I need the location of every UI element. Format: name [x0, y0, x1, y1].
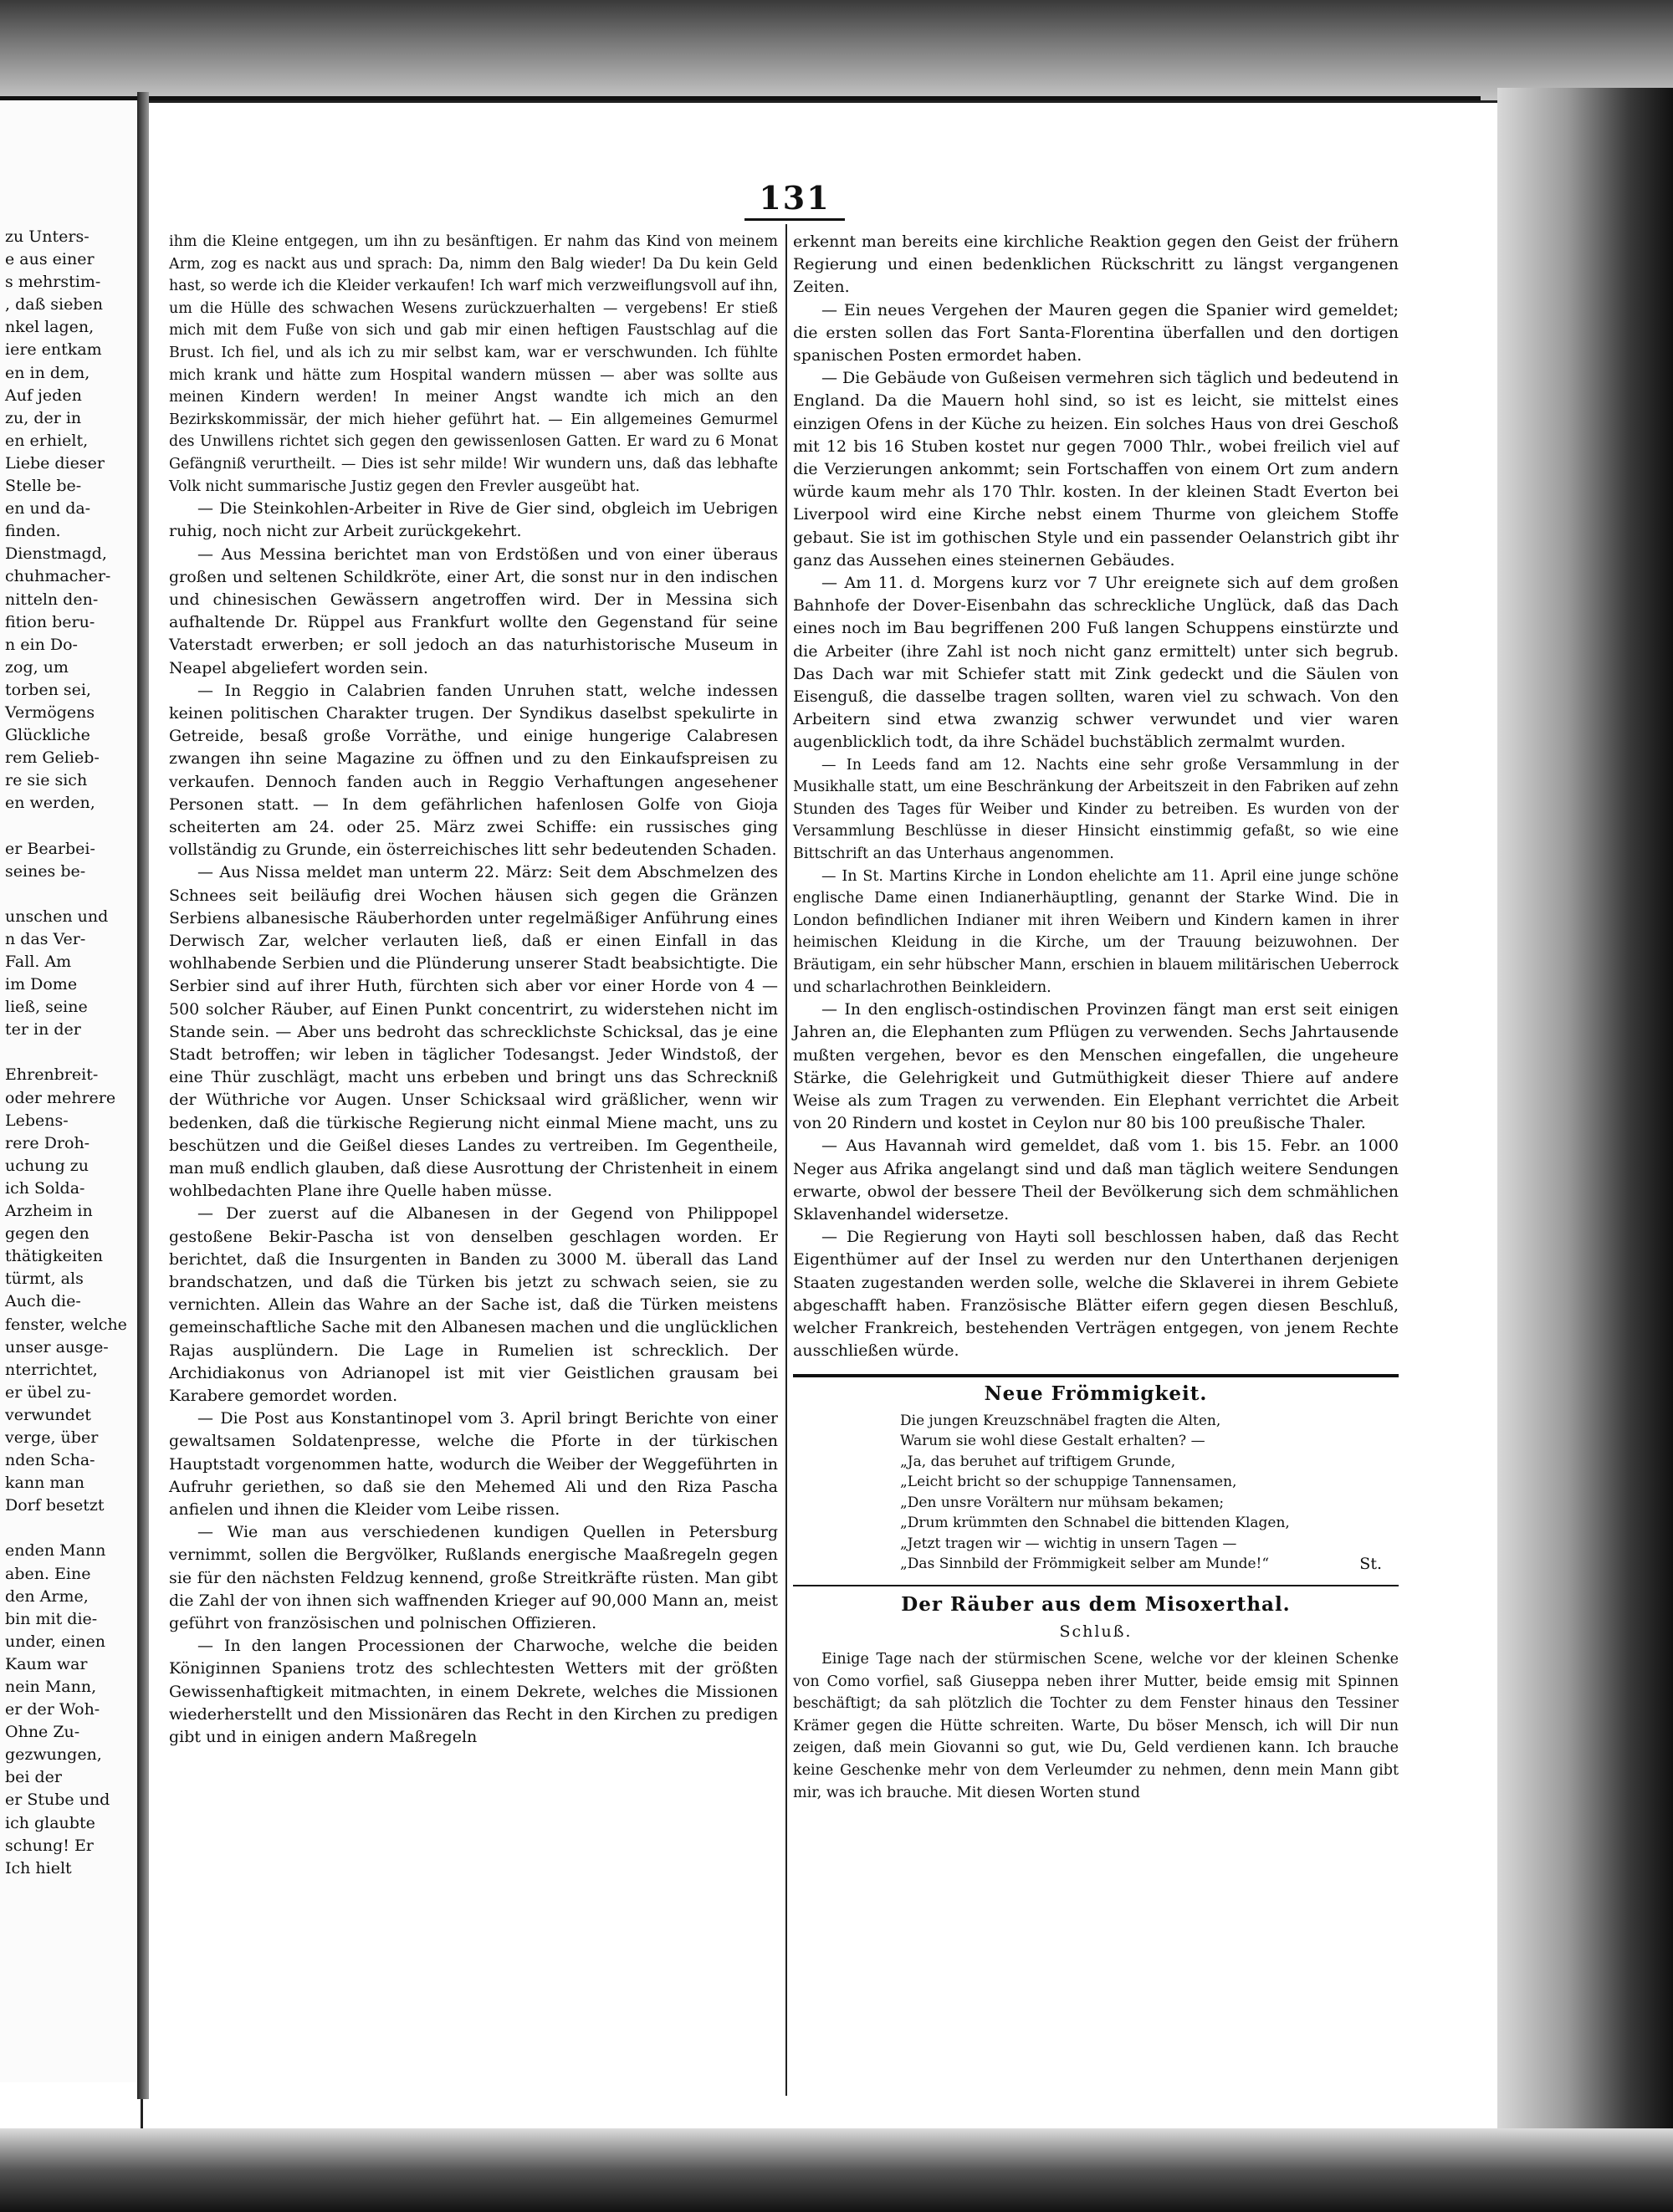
news-paragraph: — Aus Messina berichtet man von Erdstößen und von einer überaus großen und seltenen Schildkröte, einer Art, die sonst nur in den indischen und chinesischen Gewässern angetroffen wird. Der in Messina sich aufhaltende Dr. Rüppel aus Frankfurt wollte den Gegenstand für seine Vaterstadt erwerben; er soll jedoch an das naturhistorische Museum in Neapel abgeliefert worden sein.	[169, 544, 778, 677]
section-divider	[793, 1374, 1399, 1377]
left-fragment-line: ich glaubte	[5, 1813, 95, 1832]
column-divider	[785, 224, 787, 2096]
left-fragment-line: gegen den	[5, 1224, 90, 1244]
left-fragment-line: seines be-	[5, 861, 86, 881]
left-fragment-line: Auf jeden	[5, 386, 82, 405]
left-page-fragment	[0, 100, 149, 2082]
left-fragment-line: en in dem,	[5, 363, 90, 382]
left-fragment-line: türmt, als	[5, 1269, 84, 1289]
scan-shadow-bottom	[0, 2128, 1673, 2212]
left-fragment-line: unschen und	[5, 907, 109, 926]
left-fragment-line: thätigkeiten	[5, 1247, 104, 1266]
left-fragment-line: er Bearbei-	[5, 839, 95, 858]
left-fragment-line: zog, um	[5, 657, 69, 677]
left-fragment-line: rem Gelieb-	[5, 748, 100, 768]
left-fragment-line: e aus einer	[5, 250, 95, 269]
left-fragment-line: oder mehrere	[5, 1088, 116, 1107]
poem-title: Neue Frömmigkeit.	[984, 1382, 1208, 1406]
left-fragment-line: Vermögens	[5, 702, 95, 722]
news-paragraph: — Die Post aus Konstantinopel vom 3. April bringt Berichte von einer gewaltsamen Soldatenpresse, welche die Pforte in der türkischen Hauptstadt vorgenommen hatte, wodurch die Weiber der Weggeführten in Aufruhr geriethen, so daß sie den Mehemed Ali und den Riza Pascha anfielen und ihnen die Kleider vom Leibe rissen.	[169, 1409, 778, 1520]
left-fragment-line: er Stube und	[5, 1791, 110, 1810]
news-paragraph: — In den langen Processionen der Charwoche, welche die beiden Königinnen Spaniens trotz des schlechtesten Wetters mit der größten Gewissenhaftigkeit mitmachten, in einem Dekrete, welches die Missionen wiederherstellt und den Missionären das Recht in den Kirchen zu predigen gibt und in einigen andern Maßregeln	[169, 1637, 778, 1747]
left-fragment-line: Ich hielt	[5, 1858, 72, 1877]
left-fragment-line: en werden,	[5, 794, 95, 813]
news-paragraph: — Die Steinkohlen-Arbeiter in Rive de Gier sind, obgleich im Uebrigen ruhig, noch nicht zur Arbeit zurückgekehrt.	[169, 499, 778, 541]
left-fragment-line: , daß sieben	[5, 295, 104, 314]
news-paragraph: — In Leeds fand am 12. Nachts eine sehr große Versammlung in der Musikhalle statt, um eine Beschränkung der Arbeitszeit in den Fabriken auf zehn Stunden des Tages für Weiber und Kinder zu betreiben. Es wurden von der Versammlung Beschlüsse in dieser Hinsicht einstimmig gefaßt, so wie eine Bittschrift an das Unterhaus angenommen.	[793, 756, 1399, 863]
left-fragment-line: nein Mann,	[5, 1678, 97, 1696]
left-fragment-line: Dienstmagd,	[5, 544, 107, 564]
left-fragment-line: bei der	[5, 1768, 63, 1787]
news-paragraph: — In den englisch-ostindischen Provinzen fängt man erst seit einigen Jahren an, die Elephanten zum Pflügen zu verwenden. Sechs Jahrtausende mußten vergehen, bevor es den Menschen eingefallen, die ungeheure Stärke, die Gelehrigkeit und Gutmüthigkeit dieser Thiere auf andere Weise als zum Tragen zu verwenden. Ein Elephant verrichtet die Arbeit von 20 Rindern und kostet in Ceylon nur 80 bis 100 preußische Thaler.	[793, 1000, 1399, 1133]
poem-line: „Leicht bricht so der schuppige Tannensamen,	[900, 1474, 1237, 1491]
story-title: Der Räuber aus dem Misoxerthal.	[901, 1592, 1291, 1616]
news-items	[793, 231, 1399, 1362]
news-paragraph: — Die Regierung von Hayti soll beschlossen haben, daß das Recht Eigenthümer auf der Insel zu werden nur den Unterthanen derjenigen Staaten zugestanden werden solle, welche die Sklaverei in ihrem Gebiete abgeschafft haben. Französische Blätter eifern gegen diesen Beschluß, welcher Frankreich, bestehenden Verträgen entgegen, von jenem Rechte ausschließen würde.	[793, 1228, 1399, 1361]
left-fragment-line: Fall. Am	[5, 953, 72, 971]
news-paragraph: — In Reggio in Calabrien fanden Unruhen statt, welche indessen keinen politischen Charakter trugen. Der Syndikus daselbst spekulirte in Getreide, besaß große Vorräthe, und einige hungerige Calabresen zwangen ihn seine Magazine zu öffnen und zu den Einkaufspreisen zu verkaufen. Dennoch fanden auch in Reggio Verhaftungen angesehener Personen statt. — In dem gefährlichen hafenlosen Golfe von Gioja scheiterten am 24. oder 25. März zwei Schiffe: ein russisches ging vollständig zu Grunde, ein österreichisches litt sehr bedeutenden Schaden.	[169, 681, 778, 860]
left-fragment-line: Arzheim in	[5, 1202, 93, 1221]
left-fragment-line: Auch die-	[5, 1292, 81, 1311]
left-fragment-line: zu, der in	[5, 408, 82, 427]
left-fragment-line: nden Scha-	[5, 1451, 95, 1470]
book-edge-right	[1497, 88, 1673, 2212]
left-fragment-line: fition beru-	[5, 612, 95, 631]
left-fragment-line: ter in der	[5, 1020, 81, 1040]
left-fragment-line	[5, 815, 127, 837]
left-fragment-line: en erhielt,	[5, 431, 89, 450]
left-fragment-line: aben. Eine	[5, 1564, 91, 1583]
news-paragraph: — In St. Martins Kirche in London ehelichte am 11. April eine junge schöne englische Dame einen Indianerhäuptling, genannt der Starke Wind. Die in London befindlichen Indianer mit ihren Weibern und Kindern kamen in ihrer heimischen Kleidung in die Kirche, um der Trauung beizuwohnen. Der Bräutigam, ein sehr hübscher Mann, erschien in blauem militärischen Ueberrock und scharlachrothen Beinkleidern.	[793, 867, 1399, 996]
left-fragment-line: enden Mann	[5, 1541, 106, 1561]
column-left	[169, 231, 778, 1749]
left-fragment-line: im Dome	[5, 975, 78, 994]
left-fragment-line: s mehrstim-	[5, 273, 101, 292]
poem-line: Die jungen Kreuzschnäbel fragten die Alten,	[900, 1412, 1221, 1429]
news-paragraph: erkennt man bereits eine kirchliche Reaktion gegen den Geist der frühern Regierung und einen bedenklichen Rückschritt zu längst vergangenen Zeiten.	[793, 232, 1399, 297]
left-fragment-line	[5, 1041, 127, 1064]
news-paragraph: — Aus Nissa meldet man unterm 22. März: Seit dem Abschmelzen des Schnees seit beiläufig drei Wochen häusen sich gegen die Gränzen Serbiens albanesische Räuberhorden unter regelmäßiger Anführung eines Derwisch Zar, welcher verlauten ließ, daß er einen Einfall in das wohlhabende Serbien und die Plünderung unserer Stadt beabsichtigte. Die Serbier sind auf ihrer Huth, fürchten sich aber vor einer Horde von 4 — 500 solcher Räuber, auf Einen Punkt concentrirt, zu widerstehen nicht im Stande sein. — Aber uns bedroht das schrecklichste Schicksal, das je eine Stadt betroffen; wir leben in täglicher Todesangst. Jeder Windstoß, der eine Thür zuschlägt, macht uns erbeben und bringt uns das Schreckniß der Wüthriche vor Augen. Unser Schicksaal wird gräßlicher, wenn wir bedenken, daß die türkische Regierung nicht einmal Miene macht, uns zu beschützen und die Geißel dieses Landes zu vertreiben. Im Gegentheile, man muß endlich glauben, daß diese Ausrottung der Christenheit in einem wohlbedachten Plane ihre Quelle haben müsse.	[169, 863, 778, 1201]
news-paragraph: — Aus Havannah wird gemeldet, daß vom 1. bis 15. Febr. an 1000 Neger aus Afrika angelangt sind und daß man täglich weitere Sendungen erwarte, obwol der bessere Theil der Bevölkerung sich dem schmählichen Sklavenhandel widersetze.	[793, 1137, 1399, 1224]
left-fragment-line: iere entkam	[5, 340, 102, 360]
left-fragment-line: chuhmacher-	[5, 567, 111, 586]
left-fragment-line: kann man	[5, 1474, 84, 1493]
poem	[900, 1411, 1399, 1575]
left-fragment-line	[5, 883, 127, 906]
column-right	[793, 231, 1399, 1804]
left-fragment-line: er übel zu-	[5, 1382, 91, 1402]
news-paragraph: — Wie man aus verschiedenen kundigen Quellen in Petersburg vernimmt, sollen die Bergvölker, Rußlands energische Maaßregeln gegen sie für den nächsten Feldzug kennend, große Streitkräfte rüsten. Man gibt die Zahl der von ihnen sich waffnenden Krieger auf 90,000 Mann an, meist geführt von französischen und polnischen Offizieren.	[169, 1523, 778, 1633]
left-fragment-line: re sie sich	[5, 771, 88, 790]
left-fragment-line: nkel lagen,	[5, 318, 95, 337]
news-paragraph: — Der zuerst auf die Albanesen in der Gegend von Philippopel gestoßene Bekir-Pascha ist von denselben geschlagen worden. Er berichtet, daß die Insurgenten in Banden zu 3000 M. überall das Land brandschatzen, und daß die Türken bis jetzt zu schwach seien, sie zu vernichten. Allein das Wahre an der Sache ist, daß die Türken meistens gemeinschaftliche Sache mit den Albanesen machen und die unglücklichen Rajas ausplündern. Die Lage in Rumelien ist schrecklich. Der Archidiakonus von Adrianopel ist mit vier Geistlichen grausam bei Karabere gemordet worden.	[169, 1204, 778, 1406]
left-fragment-line: unser ausge-	[5, 1337, 109, 1356]
left-fragment-line: zu Unters-	[5, 227, 90, 246]
left-fragment-line: under, einen	[5, 1632, 105, 1651]
left-fragment-line: finden.	[5, 522, 61, 541]
left-fragment-line: fenster, welche	[5, 1315, 127, 1334]
poem-line: „Den unsre Vorältern nur mühsam bekamen;	[900, 1494, 1225, 1511]
poem-line: „Drum krümmten den Schnabel die bittenden Klagen,	[900, 1515, 1290, 1532]
left-fragment-line: Dorf besetzt	[5, 1496, 105, 1515]
left-fragment-line: torben sei,	[5, 680, 91, 699]
left-fragment-line: n ein Do-	[5, 635, 78, 654]
left-fragment-line: Liebe dieser	[5, 453, 105, 473]
news-paragraph: — Am 11. d. Morgens kurz vor 7 Uhr ereignete sich auf dem großen Bahnhofe der Dover-Eisenbahn das schreckliche Unglück, daß das Dach eines noch im Bau begriffenen 200 Fuß langen Schuppens einstürzte und die Arbeiter (ihre Zahl ist noch nicht ganz ermittelt) unter sich begrub. Das Dach war mit Schiefer statt mit Zink gedeckt und die Säulen von Eisenguß, die dasselbe tragen sollten, waren viel zu schwach. Von den Arbeitern sind etwa zwanzig schwer verwundet und vier waren augenblicklich todt, da ihre Schädel buchstäblich zermalmt wurden.	[793, 574, 1399, 752]
story-text: Einige Tage nach der stürmischen Scene, welche vor der kleinen Schenke von Como vorfiel, saß Giuseppa neben ihrer Mutter, beide emsig mit Spinnen beschäftigt; da sah plötzlich die Tochter zu dem Fenster hinaus den Tessiner Krämer gegen die Hütte schreiten. Warte, Du böser Mensch, ich will Dir nun zeigen, daß mein Giovanni so gut, wie Du, Geld verdienen kann. Ich brauche keine Geschenke mehr von dem Verleumder zu nehmen, denn mein Mann gibt mir, was ich brauche. Mit diesen Worten stund	[793, 1651, 1399, 1801]
left-fragment-line: bin mit die-	[5, 1609, 98, 1628]
left-fragment-line	[5, 1517, 127, 1540]
left-fragment-line: verge, über	[5, 1428, 99, 1447]
left-fragment-line: Glückliche	[5, 726, 90, 745]
left-fragment-line: ich Solda-	[5, 1178, 85, 1198]
story-subtitle: Schluß.	[1059, 1622, 1133, 1641]
left-fragment-line: gezwungen,	[5, 1745, 102, 1765]
news-paragraph: ihm die Kleine entgegen, um ihn zu besänftigen. Er nahm das Kind von meinem Arm, zog es nackt aus und sprach: Da, nimm den Balg wieder! Da Du kein Geld hast, so werde ich die Kleider verkaufen! Ich warf mich verzweiflungsvoll auf ihn, um die Hülle des schwachen Wesens zurückzuerhalten — vergebens! Er stieß mich mit dem Fuße von sich und gab mir einen heftigen Faustschlag auf die Brust. Ich fiel, und als ich zu mir selbst kam, war er verschwunden. Ich fühlte mich krank und hätte zum Hospital wandern müssen — aber was sollte aus meinen Kindern werden! In meiner Angst wandte ich mich an den Bezirkskommissär, der mich hieher geführt hat. — Ein allgemeines Gemurmel des Unwillens richtet sich gegen den gewissenlosen Gatten. Er ward zu 6 Monat Gefängniß verurtheilt. — Dies ist sehr milde! Wir wundern uns, daß das lebhafte Volk nicht summarische Justiz gegen den Frevler ausgeübt hat.	[169, 233, 778, 495]
section-divider-2	[793, 1585, 1399, 1586]
poem-line: Warum sie wohl diese Gestalt erhalten? —	[900, 1433, 1205, 1450]
news-paragraph: — Die Gebäude von Gußeisen vermehren sich täglich und bedeutend in England. Da die Mauern hohl sind, so ist es leicht, sie mittelst eines einzigen Ofens in der Küche zu heizen. Ein solches Haus von drei Geschoß mit 12 bis 16 Stuben kostet nur gegen 7000 Thlr., wobei freilich viel auf die Verzierungen ankommt; sein Fortschaffen von einem Ort zum andern würde kaum mehr als 170 Thlr. kosten. In der kleinen Stadt Everton bei Liverpool wird eine Kirche nebst einem Thurme von gleichem Stoffe gebaut. Sie ist im gothischen Style und ein passender Oelanstrich gibt ihr ganz das Aussehen eines steinernen Gebäudes.	[793, 369, 1399, 570]
left-fragment-line: er der Woh-	[5, 1700, 100, 1719]
left-fragment-line: Lebens-	[5, 1111, 69, 1130]
left-fragment-line: Kaum war	[5, 1654, 88, 1673]
left-page-text	[0, 226, 127, 1880]
poem-line: „Jetzt tragen wir — wichtig in unsern Tagen —	[900, 1535, 1237, 1552]
left-fragment-line: nterrichtet,	[5, 1360, 98, 1379]
left-fragment-line: den Arme,	[5, 1586, 89, 1606]
left-fragment-line: Ohne Zu-	[5, 1723, 80, 1742]
left-fragment-line: en und da-	[5, 499, 91, 519]
left-fragment-line: nitteln den-	[5, 590, 99, 609]
poem-line: „Ja, das beruhet auf triftigem Grunde,	[900, 1453, 1176, 1470]
left-fragment-line: Ehrenbreit-	[5, 1065, 99, 1085]
left-fragment-line: rere Droh-	[5, 1133, 90, 1152]
page-number: 131	[744, 179, 845, 221]
left-fragment-line: n das Ver-	[5, 929, 86, 948]
book-gutter	[137, 92, 149, 2099]
poem-signature: St.	[1359, 1555, 1382, 1574]
poem-line: „Das Sinnbild der Frömmigkeit selber am Munde!“	[900, 1556, 1270, 1573]
left-fragment-line: ließ, seine	[5, 998, 88, 1017]
left-fragment-line: uchung zu	[5, 1156, 90, 1175]
left-fragment-line: verwundet	[5, 1405, 91, 1424]
left-fragment-line: schung! Er	[5, 1836, 94, 1855]
news-paragraph: — Ein neues Vergehen der Mauren gegen die Spanier wird gemeldet; die ersten sollen das Fort Santa-Florentina überfallen und den dortigen spanischen Posten ermordet haben.	[793, 300, 1399, 365]
left-fragment-line: Stelle be-	[5, 477, 82, 496]
